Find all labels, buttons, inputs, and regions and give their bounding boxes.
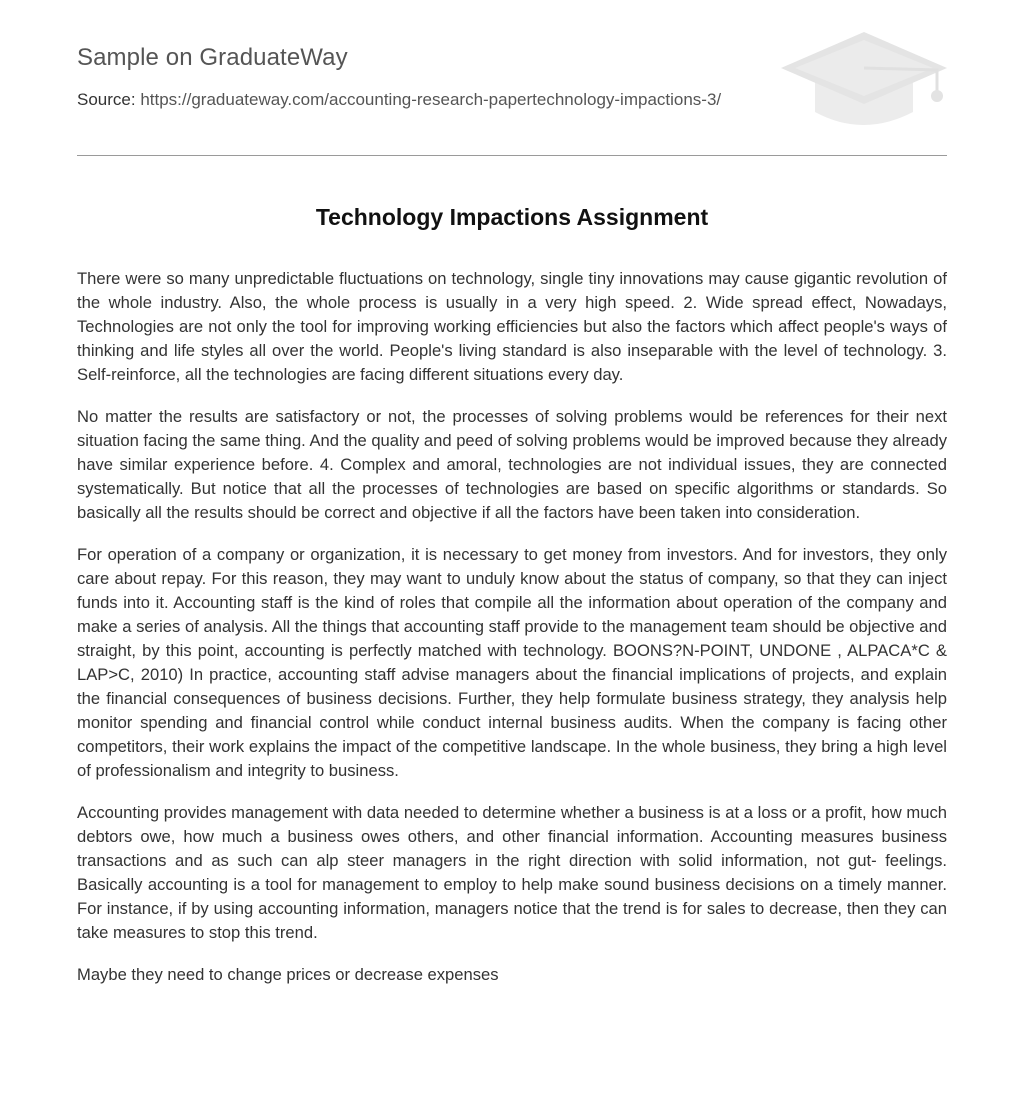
header (77, 0, 947, 156)
paragraph: Accounting provides management with data needed to determine whether a business is at a loss or a profit, how much debtors owe, how much a business owes others, and other financial information. Accounting measures business transactions and as such can alp steer managers in the right direction with solid information, not gut- feelings. Basically accounting is a tool for management to employ to help make sound business decisions on a timely manner. For instance, if by using accounting information, managers notice that the trend is for sales to decrease, then they can take measures to stop this trend. (77, 803, 947, 942)
document-body (77, 267, 947, 1005)
document-title: Technology Impactions Assignment (315, 204, 709, 230)
graduation-cap-icon (781, 30, 947, 134)
source-link[interactable]: https://graduateway.com/accounting-research-papertechnology-impactions-3/ (140, 90, 722, 109)
paragraph: No matter the results are satisfactory or not, the processes of solving problems would be references for their next situation facing the same thing. And the quality and peed of solving problems would be improved because they already have similar experience before. 4. Complex and amoral, technologies are not individual issues, they are connected systematically. But notice that all the processes of technologies are based on specific algorithms or standards. So basically all the results should be correct and objective if all the factors have been taken into consideration. (77, 407, 947, 522)
site-title: Sample on GraduateWay (77, 44, 348, 71)
paragraph: For operation of a company or organization, it is necessary to get money from investors. And for investors, they only care about repay. For this reason, they may want to unduly know about the status of company, so that they can inject funds into it. Accounting staff is the kind of roles that compile all the information about operation of the company and make a series of analysis. All the things that accounting staff provide to the management team should be objective and straight, by this point, accounting is perfectly matched with technology. BOONS?N-POINT, UNDONE , ALPACA*C & LAP>C, 2010) In practice, accounting staff advise managers about the financial implications of projects, and explain the financial consequences of business decisions. Further, they help formulate business strategy, they analysis help monitor spending and financial control while conduct internal business audits. When the company is facing other competitors, their work explains the impact of the competitive landscape. In the whole business, they bring a high level of professionalism and integrity to business. (77, 545, 947, 780)
source-label: Source: (77, 90, 136, 109)
paragraph: There were so many unpredictable fluctuations on technology, single tiny innovations may cause gigantic revolution of the whole industry. Also, the whole process is usually in a very high speed. 2. Wide spread effect, Nowadays, Technologies are not only the tool for improving working efficiencies but also the factors which affect people's ways of thinking and life styles all over the world. People's living standard is also inseparable with the level of technology. 3. Self-reinforce, all the technologies are facing different situations every day. (77, 269, 947, 384)
page (77, 0, 947, 984)
paragraph: Maybe they need to change prices or decrease expenses (77, 965, 499, 984)
source-line (77, 90, 721, 110)
